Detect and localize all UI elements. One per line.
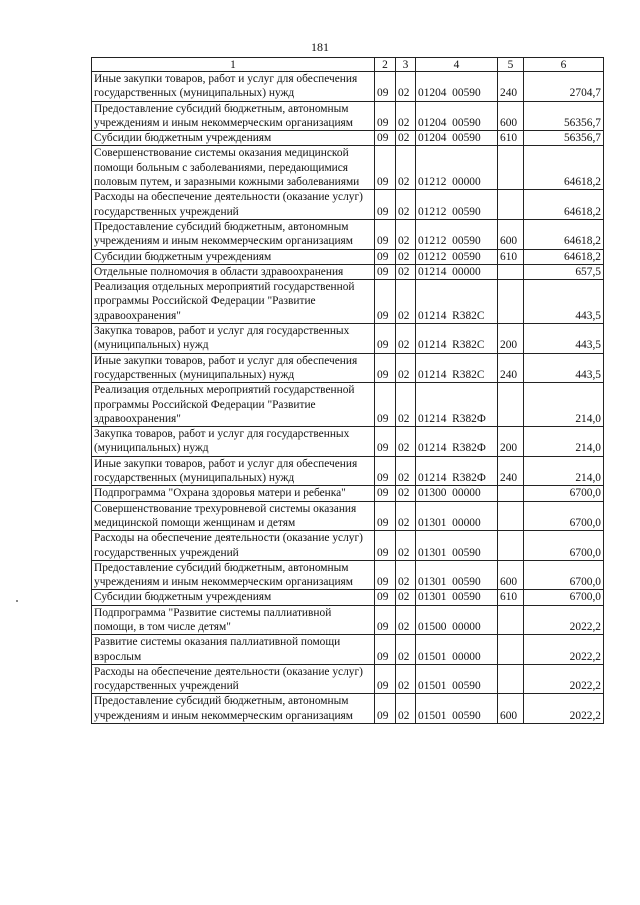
row-amount-cell: 2022,2 xyxy=(524,664,604,694)
column-header-2: 2 xyxy=(375,58,396,72)
page-number: 181 xyxy=(311,40,329,54)
column-header-6: 6 xyxy=(524,58,604,72)
row-name-cell: Предоставление субсидий бюджетным, автономным учреждениям и иным некоммерческим организациям xyxy=(92,219,375,249)
row-subsection-cell: 02 xyxy=(396,324,416,354)
row-article-cell: 01214 R382C xyxy=(416,280,498,324)
row-type-cell: 610 xyxy=(498,249,524,264)
row-name-cell: Расходы на обеспечение деятельности (оказание услуг) государственных учреждений xyxy=(92,531,375,561)
row-subsection-cell: 02 xyxy=(396,249,416,264)
row-type-cell xyxy=(498,383,524,427)
row-name-cell: Подпрограмма "Охрана здоровья матери и ребенка" xyxy=(92,486,375,501)
row-article-cell: 01204 00590 xyxy=(416,72,498,102)
row-subsection-cell: 02 xyxy=(396,560,416,590)
row-article-cell: 01214 R382Ф xyxy=(416,456,498,486)
row-amount-cell: 214,0 xyxy=(524,427,604,457)
row-type-cell: 610 xyxy=(498,590,524,605)
row-subsection-cell: 02 xyxy=(396,190,416,220)
row-type-cell: 600 xyxy=(498,219,524,249)
row-subsection-cell: 02 xyxy=(396,280,416,324)
table-row xyxy=(92,590,604,605)
table-row xyxy=(92,324,604,354)
row-amount-cell: 6700,0 xyxy=(524,486,604,501)
row-name-cell: Подпрограмма "Развитие системы паллиативной помощи, в том числе детям" xyxy=(92,605,375,635)
row-amount-cell: 64618,2 xyxy=(524,190,604,220)
row-type-cell: 200 xyxy=(498,324,524,354)
row-section-cell: 09 xyxy=(375,427,396,457)
row-subsection-cell: 02 xyxy=(396,101,416,131)
row-name-cell: Расходы на обеспечение деятельности (оказание услуг) государственных учреждений xyxy=(92,664,375,694)
row-article-cell: 01301 00590 xyxy=(416,560,498,590)
table-row xyxy=(92,249,604,264)
row-article-cell: 01300 00000 xyxy=(416,486,498,501)
row-section-cell: 09 xyxy=(375,383,396,427)
row-section-cell: 09 xyxy=(375,353,396,383)
row-section-cell: 09 xyxy=(375,190,396,220)
row-type-cell xyxy=(498,146,524,190)
row-amount-cell: 6700,0 xyxy=(524,531,604,561)
row-type-cell xyxy=(498,531,524,561)
row-amount-cell: 2022,2 xyxy=(524,605,604,635)
row-article-cell: 01204 00590 xyxy=(416,101,498,131)
row-name-cell: Расходы на обеспечение деятельности (оказание услуг) государственных учреждений xyxy=(92,190,375,220)
table-row xyxy=(92,531,604,561)
row-type-cell: 600 xyxy=(498,560,524,590)
column-header-3: 3 xyxy=(396,58,416,72)
column-header-4: 4 xyxy=(416,58,498,72)
scan-speck xyxy=(16,600,18,602)
row-subsection-cell: 02 xyxy=(396,486,416,501)
row-type-cell xyxy=(498,190,524,220)
row-subsection-cell: 02 xyxy=(396,456,416,486)
table-row xyxy=(92,635,604,665)
row-subsection-cell: 02 xyxy=(396,264,416,279)
row-section-cell: 09 xyxy=(375,501,396,531)
row-section-cell: 09 xyxy=(375,605,396,635)
row-name-cell: Субсидии бюджетным учреждениям xyxy=(92,249,375,264)
row-type-cell xyxy=(498,264,524,279)
column-header-5: 5 xyxy=(498,58,524,72)
row-type-cell xyxy=(498,501,524,531)
row-amount-cell: 657,5 xyxy=(524,264,604,279)
table-row xyxy=(92,486,604,501)
row-type-cell: 600 xyxy=(498,101,524,131)
table-row xyxy=(92,146,604,190)
row-name-cell: Совершенствование системы оказания медицинской помощи больным с заболеваниями, передающимися половым путем, и заразными кожными заболеваниями xyxy=(92,146,375,190)
row-type-cell: 240 xyxy=(498,456,524,486)
row-name-cell: Предоставление субсидий бюджетным, автономным учреждениям и иным некоммерческим организациям xyxy=(92,694,375,724)
row-name-cell: Иные закупки товаров, работ и услуг для обеспечения государственных (муниципальных) нужд xyxy=(92,353,375,383)
row-amount-cell: 64618,2 xyxy=(524,219,604,249)
row-type-cell xyxy=(498,486,524,501)
row-amount-cell: 6700,0 xyxy=(524,560,604,590)
row-amount-cell: 2704,7 xyxy=(524,72,604,102)
row-type-cell: 610 xyxy=(498,131,524,146)
row-article-cell: 01501 00000 xyxy=(416,635,498,665)
row-amount-cell: 2022,2 xyxy=(524,694,604,724)
row-subsection-cell: 02 xyxy=(396,590,416,605)
row-article-cell: 01501 00590 xyxy=(416,694,498,724)
row-article-cell: 01212 00590 xyxy=(416,219,498,249)
table-row xyxy=(92,694,604,724)
row-section-cell: 09 xyxy=(375,694,396,724)
row-subsection-cell: 02 xyxy=(396,383,416,427)
row-article-cell: 01214 R382Ф xyxy=(416,427,498,457)
row-amount-cell: 214,0 xyxy=(524,456,604,486)
row-name-cell: Субсидии бюджетным учреждениям xyxy=(92,131,375,146)
table-row xyxy=(92,560,604,590)
row-name-cell: Реализация отдельных мероприятий государственной программы Российской Федерации "Развитие здравоохранения" xyxy=(92,280,375,324)
table-row xyxy=(92,131,604,146)
row-section-cell: 09 xyxy=(375,456,396,486)
row-article-cell: 01214 R382C xyxy=(416,353,498,383)
row-section-cell: 09 xyxy=(375,101,396,131)
row-section-cell: 09 xyxy=(375,249,396,264)
row-section-cell: 09 xyxy=(375,72,396,102)
row-name-cell: Предоставление субсидий бюджетным, автономным учреждениям и иным некоммерческим организациям xyxy=(92,560,375,590)
row-name-cell: Иные закупки товаров, работ и услуг для обеспечения государственных (муниципальных) нужд xyxy=(92,456,375,486)
row-type-cell xyxy=(498,280,524,324)
row-subsection-cell: 02 xyxy=(396,501,416,531)
row-name-cell: Реализация отдельных мероприятий государственной программы Российской Федерации "Развитие здравоохранения" xyxy=(92,383,375,427)
row-name-cell: Совершенствование трехуровневой системы оказания медицинской помощи женщинам и детям xyxy=(92,501,375,531)
row-subsection-cell: 02 xyxy=(396,353,416,383)
row-amount-cell: 6700,0 xyxy=(524,501,604,531)
table-row xyxy=(92,219,604,249)
row-amount-cell: 2022,2 xyxy=(524,635,604,665)
table-row xyxy=(92,501,604,531)
row-type-cell xyxy=(498,605,524,635)
row-section-cell: 09 xyxy=(375,264,396,279)
row-article-cell: 01214 R382C xyxy=(416,324,498,354)
row-article-cell: 01301 00590 xyxy=(416,531,498,561)
table-row xyxy=(92,190,604,220)
row-article-cell: 01212 00590 xyxy=(416,190,498,220)
row-article-cell: 01212 00000 xyxy=(416,146,498,190)
row-article-cell: 01301 00590 xyxy=(416,590,498,605)
row-amount-cell: 6700,0 xyxy=(524,590,604,605)
row-type-cell: 240 xyxy=(498,353,524,383)
row-name-cell: Развитие системы оказания паллиативной помощи взрослым xyxy=(92,635,375,665)
row-subsection-cell: 02 xyxy=(396,72,416,102)
row-article-cell: 01214 00000 xyxy=(416,264,498,279)
row-section-cell: 09 xyxy=(375,219,396,249)
row-amount-cell: 64618,2 xyxy=(524,249,604,264)
budget-table xyxy=(91,57,604,724)
row-name-cell: Закупка товаров, работ и услуг для государственных (муниципальных) нужд xyxy=(92,324,375,354)
row-type-cell: 600 xyxy=(498,694,524,724)
table-row xyxy=(92,383,604,427)
row-type-cell: 240 xyxy=(498,72,524,102)
row-section-cell: 09 xyxy=(375,635,396,665)
row-type-cell xyxy=(498,635,524,665)
row-section-cell: 09 xyxy=(375,486,396,501)
row-name-cell: Отдельные полномочия в области здравоохранения xyxy=(92,264,375,279)
row-subsection-cell: 02 xyxy=(396,531,416,561)
table-row xyxy=(92,605,604,635)
row-article-cell: 01212 00590 xyxy=(416,249,498,264)
row-section-cell: 09 xyxy=(375,131,396,146)
row-subsection-cell: 02 xyxy=(396,635,416,665)
row-article-cell: 01204 00590 xyxy=(416,131,498,146)
row-subsection-cell: 02 xyxy=(396,605,416,635)
row-section-cell: 09 xyxy=(375,146,396,190)
row-section-cell: 09 xyxy=(375,280,396,324)
table-row xyxy=(92,427,604,457)
row-section-cell: 09 xyxy=(375,531,396,561)
row-amount-cell: 443,5 xyxy=(524,353,604,383)
row-name-cell: Закупка товаров, работ и услуг для государственных (муниципальных) нужд xyxy=(92,427,375,457)
column-header-1: 1 xyxy=(92,58,375,72)
row-amount-cell: 443,5 xyxy=(524,324,604,354)
table-row xyxy=(92,264,604,279)
row-amount-cell: 64618,2 xyxy=(524,146,604,190)
row-article-cell: 01500 00000 xyxy=(416,605,498,635)
row-subsection-cell: 02 xyxy=(396,146,416,190)
table-row xyxy=(92,280,604,324)
table-row xyxy=(92,353,604,383)
row-article-cell: 01214 R382Ф xyxy=(416,383,498,427)
row-article-cell: 01501 00590 xyxy=(416,664,498,694)
table-row xyxy=(92,664,604,694)
row-subsection-cell: 02 xyxy=(396,131,416,146)
row-subsection-cell: 02 xyxy=(396,694,416,724)
row-section-cell: 09 xyxy=(375,664,396,694)
row-name-cell: Иные закупки товаров, работ и услуг для обеспечения государственных (муниципальных) нужд xyxy=(92,72,375,102)
row-section-cell: 09 xyxy=(375,590,396,605)
row-subsection-cell: 02 xyxy=(396,664,416,694)
column-number-row xyxy=(92,58,604,72)
row-type-cell: 200 xyxy=(498,427,524,457)
row-amount-cell: 443,5 xyxy=(524,280,604,324)
row-amount-cell: 214,0 xyxy=(524,383,604,427)
row-subsection-cell: 02 xyxy=(396,427,416,457)
row-amount-cell: 56356,7 xyxy=(524,131,604,146)
row-subsection-cell: 02 xyxy=(396,219,416,249)
row-amount-cell: 56356,7 xyxy=(524,101,604,131)
row-section-cell: 09 xyxy=(375,560,396,590)
row-name-cell: Субсидии бюджетным учреждениям xyxy=(92,590,375,605)
row-name-cell: Предоставление субсидий бюджетным, автономным учреждениям и иным некоммерческим организациям xyxy=(92,101,375,131)
row-article-cell: 01301 00000 xyxy=(416,501,498,531)
row-section-cell: 09 xyxy=(375,324,396,354)
table-row xyxy=(92,72,604,102)
table-row xyxy=(92,101,604,131)
row-type-cell xyxy=(498,664,524,694)
table-row xyxy=(92,456,604,486)
